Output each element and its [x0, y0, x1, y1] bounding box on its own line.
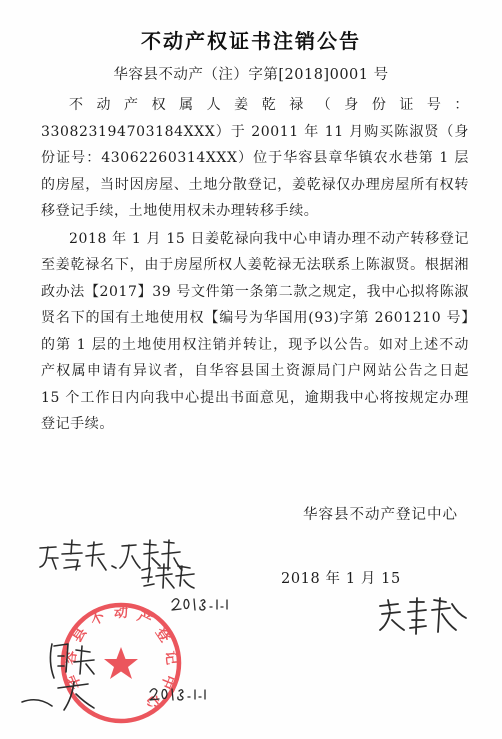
svg-text:动: 动 [114, 605, 128, 621]
notice-title: 不动产权证书注销公告 [141, 29, 361, 53]
svg-text:县: 县 [69, 624, 91, 646]
issuing-office: 华容县不动产登记中心 [303, 507, 458, 523]
date-handwritten-bottom [148, 682, 212, 706]
signature-right [376, 594, 472, 638]
svg-text:容: 容 [62, 649, 80, 666]
svg-text:记: 记 [162, 649, 180, 666]
svg-text:产: 产 [134, 608, 155, 630]
document-number: 华容县不动产（注）字第[2018]0001 号 [113, 67, 389, 83]
issue-date: 2018 年 1 月 15 [281, 571, 401, 587]
paragraph-2: 2018 年 1 月 15 日姜乾禄向我中心申请办理不动产转移登记至姜乾禄名下，由于房屋所权人姜乾禄无法联系上陈淑贤。根据湘政办法【2017】39 号文件第一条第二款之规定，我中心拟将陈淑贤名下的国有土地使用权【编号为华国用(93)字第 2601210 号】的第 1 层的土地使用权注销并转让，现予以公告。如对上述不动产权属申请有异议者，自华容县国土资源局门户网站公告之日起 15 个工作日内向我中心提出书面意见，逾期我中心将按规定办理登记手续。 [41, 230, 469, 432]
svg-text:心: 心 [142, 690, 164, 712]
paragraph-1: 不动产权属人姜乾禄（身份证号：330823194703184XXX）于 20011 年 11 月购买陈淑贤（身份证号：43062260314XXX）位于华容县章华镇农水巷第 1 层的房屋，当时因房屋、土地分散登记，姜乾禄仅办理房屋所有权转移登记手续，土地使用权未办理转移手续。 [41, 97, 469, 219]
signature-bottom [18, 632, 128, 722]
svg-text:不: 不 [87, 608, 108, 630]
svg-text:华: 华 [64, 672, 85, 692]
notice-body [41, 92, 469, 438]
svg-text:中: 中 [157, 672, 178, 692]
svg-text:登: 登 [151, 624, 173, 646]
signature-middle [138, 562, 198, 592]
